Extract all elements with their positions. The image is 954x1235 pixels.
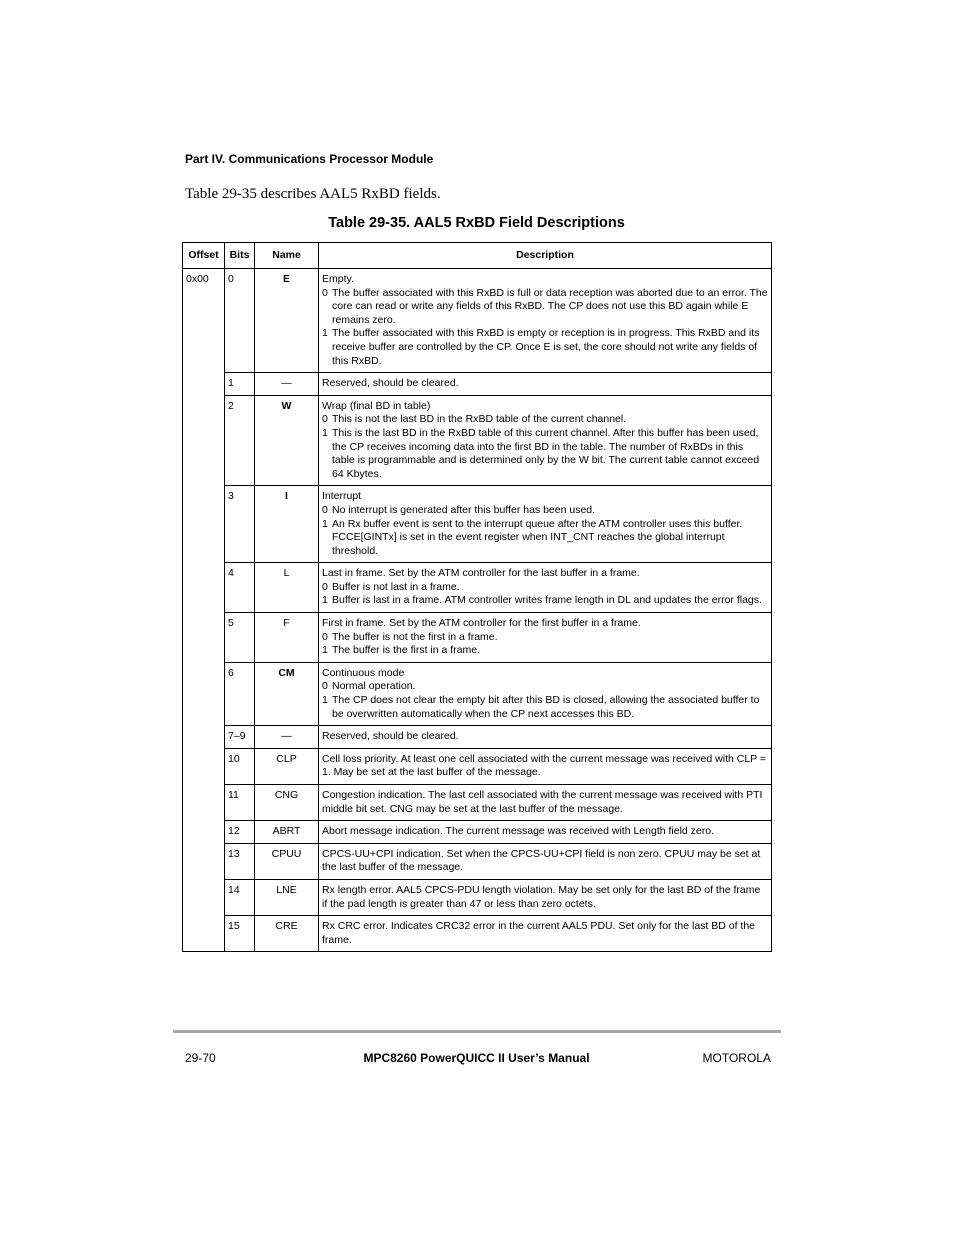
bits-cell: 6 <box>225 662 255 725</box>
description-option <box>322 413 768 427</box>
description-cell <box>319 269 772 373</box>
description-option <box>322 694 768 721</box>
table-row <box>183 785 772 821</box>
description-cell <box>319 395 772 486</box>
table-row <box>183 662 772 725</box>
option-value: 0 <box>322 630 328 643</box>
bits-cell: 15 <box>225 916 255 952</box>
name-cell: CPUU <box>255 843 319 879</box>
description-lead: Cell loss priority. At least one cell associated with the current message was received with CLP = 1. May be set at the last buffer of the message. <box>322 752 767 779</box>
table-row <box>183 843 772 879</box>
option-value: 1 <box>322 327 328 340</box>
description-option <box>322 594 768 608</box>
description-cell <box>319 879 772 915</box>
description-lead: Abort message indication. The current message was received with Length field zero. <box>322 825 715 838</box>
option-text: Buffer is last in a frame. ATM controller writes frame length in DL and updates the error flags. <box>332 594 762 607</box>
table-row <box>183 395 772 486</box>
description-lead: Congestion indication. The last cell associated with the current message was received with PTI middle bit set. CNG may be set at the last buffer of the message. <box>322 789 763 815</box>
description-option <box>322 631 768 645</box>
description-cell <box>319 373 772 396</box>
option-value: 1 <box>322 517 328 530</box>
option-text: This is the last BD in the RxBD table of this current channel. After this buffer has been used, the CP receives incoming data into the first BD in the table. The number of RxBDs in this table is programmable and is determined only by the W bit. The current table cannot exceed 64 Kbytes. <box>332 426 760 480</box>
table-row <box>183 726 772 749</box>
page-number: 29-70 <box>185 1051 216 1065</box>
bits-cell: 0 <box>225 269 255 373</box>
table-row <box>183 916 772 952</box>
option-value: 1 <box>322 426 328 439</box>
name-cell: — <box>255 373 319 396</box>
option-value: 0 <box>322 286 328 299</box>
option-value: 0 <box>322 580 328 593</box>
description-option <box>322 581 768 595</box>
description-option <box>322 427 768 481</box>
option-value: 1 <box>322 644 328 657</box>
name-cell: E <box>255 269 319 373</box>
name-cell: CM <box>255 662 319 725</box>
description-lead: Interrupt <box>322 490 362 503</box>
header-name: Name <box>255 243 319 269</box>
table-row <box>183 613 772 663</box>
table-row <box>183 486 772 563</box>
footer-rule <box>173 1030 781 1033</box>
description-lead: Reserved, should be cleared. <box>322 377 459 390</box>
description-cell <box>319 486 772 563</box>
option-value: 0 <box>322 413 328 426</box>
name-cell: L <box>255 563 319 613</box>
bits-cell: 3 <box>225 486 255 563</box>
option-text: Buffer is not last in a frame. <box>332 580 460 593</box>
name-cell: F <box>255 613 319 663</box>
name-cell: W <box>255 395 319 486</box>
option-text: The buffer associated with this RxBD is empty or reception is in progress. This RxBD and its receive buffer are controlled by the CP. Once E is set, the core should not write any fields of this RxBD. <box>332 327 760 367</box>
table-body <box>183 269 772 952</box>
description-option <box>322 504 768 518</box>
description-cell <box>319 785 772 821</box>
bits-cell: 14 <box>225 879 255 915</box>
bits-cell: 11 <box>225 785 255 821</box>
bits-cell: 12 <box>225 821 255 844</box>
table-row <box>183 879 772 915</box>
table-title: Table 29-35. AAL5 RxBD Field Descriptions <box>328 215 625 231</box>
bits-cell: 13 <box>225 843 255 879</box>
name-cell: LNE <box>255 879 319 915</box>
header-description: Description <box>319 243 772 269</box>
option-text: This is not the last BD in the RxBD table of the current channel. <box>332 413 627 426</box>
description-lead: Rx CRC error. Indicates CRC32 error in the current AAL5 PDU. Set only for the last BD of the frame. <box>322 920 756 946</box>
name-cell: ABRT <box>255 821 319 844</box>
intro-paragraph: Table 29-35 describes AAL5 RxBD fields. <box>185 186 441 202</box>
option-text: The buffer associated with this RxBD is full or data reception was aborted due to an error. The core can read or write any fields of this RxBD. The CP does not use this BD again while E remains zero. <box>332 286 768 326</box>
option-value: 0 <box>322 680 328 693</box>
description-lead: Wrap (final BD in table) <box>322 399 431 412</box>
option-text: An Rx buffer event is sent to the interrupt queue after the ATM controller uses this buffer. FCCE[GINTx] is set in the event register when INT_CNT reaches the global interrupt threshold. <box>332 517 743 557</box>
description-cell <box>319 821 772 844</box>
table-row <box>183 748 772 784</box>
table-row <box>183 563 772 613</box>
bits-cell: 10 <box>225 748 255 784</box>
table-row <box>183 821 772 844</box>
table-row <box>183 269 772 373</box>
bits-cell: 4 <box>225 563 255 613</box>
option-value: 0 <box>322 503 328 516</box>
description-cell <box>319 613 772 663</box>
name-cell: CNG <box>255 785 319 821</box>
option-value: 1 <box>322 594 328 607</box>
option-text: Normal operation. <box>332 680 416 693</box>
name-cell: — <box>255 726 319 749</box>
description-lead: Last in frame. Set by the ATM controller for the last buffer in a frame. <box>322 567 640 580</box>
table-header-row <box>183 243 772 269</box>
option-text: The buffer is not the first in a frame. <box>332 630 498 643</box>
name-cell: I <box>255 486 319 563</box>
description-cell <box>319 563 772 613</box>
description-lead: CPCS-UU+CPI indication. Set when the CPCS-UU+CPI field is non zero. CPUU may be set at the last buffer of the message. <box>322 847 761 874</box>
description-lead: Empty. <box>322 273 354 285</box>
bits-cell: 7–9 <box>225 726 255 749</box>
description-lead: First in frame. Set by the ATM controller for the first buffer in a frame. <box>322 617 641 630</box>
description-lead: Rx length error. AAL5 CPCS-PDU length violation. May be set only for the last BD of the frame if the pad length is greater than 47 or less than zero octets. <box>322 883 761 910</box>
description-option <box>322 644 768 658</box>
header-offset: Offset <box>183 243 225 269</box>
option-value: 1 <box>322 694 328 707</box>
bits-cell: 2 <box>225 395 255 486</box>
description-lead: Reserved, should be cleared. <box>322 730 459 743</box>
name-cell: CRE <box>255 916 319 952</box>
description-option <box>322 287 768 328</box>
manual-title: MPC8260 PowerQUICC II User’s Manual <box>363 1051 590 1065</box>
description-cell <box>319 726 772 749</box>
header-bits: Bits <box>225 243 255 269</box>
option-text: No interrupt is generated after this buffer has been used. <box>332 503 596 516</box>
option-text: The CP does not clear the empty bit after this BD is closed, allowing the associated buffer to be overwritten automatically when the CP next accesses this BD. <box>332 694 760 720</box>
description-lead: Continuous mode <box>322 666 405 679</box>
running-header: Part IV. Communications Processor Module <box>185 152 434 166</box>
bits-cell: 5 <box>225 613 255 663</box>
description-option <box>322 518 768 559</box>
bits-cell: 1 <box>225 373 255 396</box>
description-cell <box>319 748 772 784</box>
name-cell: CLP <box>255 748 319 784</box>
description-option <box>322 680 768 694</box>
offset-cell: 0x00 <box>183 269 225 952</box>
description-option <box>322 327 768 368</box>
description-cell <box>319 843 772 879</box>
company-name: MOTOROLA <box>702 1051 771 1065</box>
field-description-table <box>182 242 772 952</box>
table-row <box>183 373 772 396</box>
description-cell <box>319 662 772 725</box>
description-cell <box>319 916 772 952</box>
option-text: The buffer is the first in a frame. <box>332 644 481 657</box>
